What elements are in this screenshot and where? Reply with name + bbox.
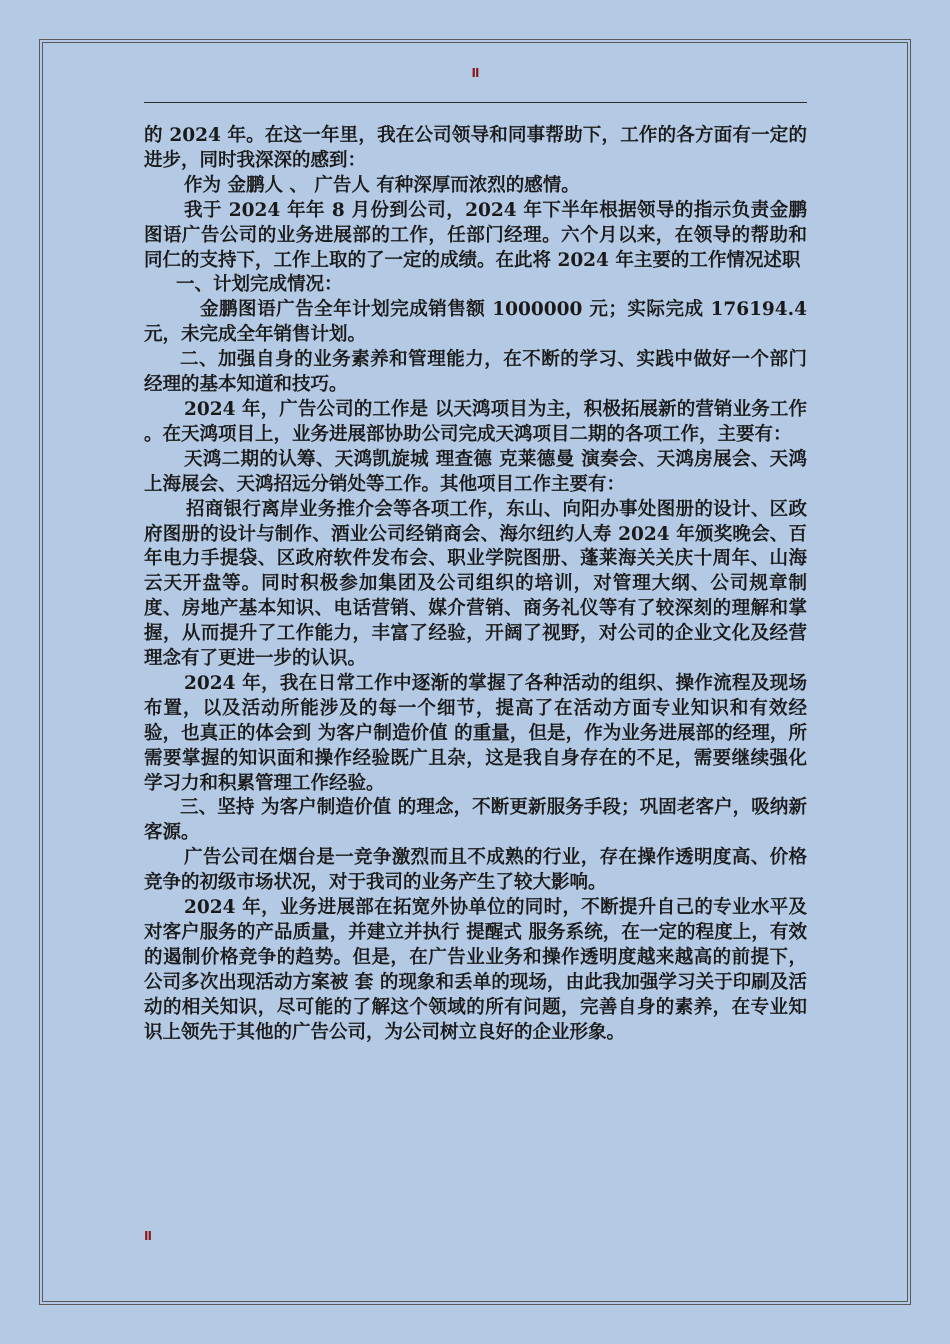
body-paragraph: 一、计划完成情况： [176, 274, 343, 296]
body-paragraph: 二、加强自身的业务素养和管理能力，在不断的学习、实践中做好一个部门经理的基本知道和技巧。 [144, 349, 807, 396]
header-rule [144, 102, 807, 103]
header-mark: II [471, 66, 479, 80]
body-paragraph: 三、坚持 为客户制造价值 的理念，不断更新服务手段；巩固老客户，吸纳新客源。 [144, 797, 807, 844]
body-paragraph: 广告公司在烟台是一竞争激烈而且不成熟的行业，存在操作透明度高、价格竞争的初级市场状况，对于我司的业务产生了较大影响。 [144, 847, 807, 894]
document-body [144, 124, 807, 1046]
body-paragraph: 天鸿二期的认筹、天鸿凯旋城 理查德 克莱德曼 演奏会、天鸿房展会、天鸿上海展会、天鸿招远分销处等工作。其他项目工作主要有： [144, 448, 807, 495]
body-paragraph: 2024 年，我在日常工作中逐渐的掌握了各种活动的组织、操作流程及现场布置，以及活动所能涉及的每一个细节，提高了在活动方面专业知识和有效经验，也真正的体会到 为客户制造价值 的重量，但是，作为业务进展部的经理，所需要掌握的知识面和操作经验既广且杂，这是我自身存在的不足，需要继续强化学习力和积累管理工作经验。 [144, 672, 807, 794]
body-paragraph: 的 2024 年。在这一年里，我在公司领导和同事帮助下，工作的各方面有一定的进步，同时我深深的感到： [144, 125, 807, 171]
footer-mark: II [144, 1229, 151, 1243]
body-paragraph: 2024 年，业务进展部在拓宽外协单位的同时，不断提升自己的专业水平及对客户服务的产品质量，并建立并执行 提醒式 服务系统，在一定的程度上，有效的遏制价格竞争的趋势。但是，在广告业业务和操作透明度越来越高的前提下，公司多次出现活动方案被 套 的现象和丢单的现场，由此我加强学习关于印刷及活动的相关知识，尽可能的了解这个领域的所有问题，完善自身的素养，在专业知识上领先于其他的广告公司，为公司树立良好的企业形象。 [144, 897, 807, 1043]
body-paragraph: 金鹏图语广告全年计划完成销售额 1000000 元；实际完成 176194.4 元，未完成全年销售计划。 [144, 299, 807, 346]
body-paragraph: 2024 年，广告公司的工作是 以天鸿项目为主，积极拓展新的营销业务工作 。在天鸿项目上，业务进展部协助公司完成天鸿项目二期的各项工作，主要有： [144, 398, 807, 445]
body-paragraph: 我于 2024 年年 8 月份到公司，2024 年下半年根据领导的指示负责金鹏图语广告公司的业务进展部的工作，任部门经理。六个月以来，在领导的帮助和同仁的支持下，工作上取的了一定的成绩。在此将 2024 年主要的工作情况述职 [144, 199, 807, 271]
body-paragraph: 作为 金鹏人 、 广告人 有种深厚而浓烈的感情。 [184, 174, 580, 196]
body-paragraph: 招商银行离岸业务推介会等各项工作，东山、向阳办事处图册的设计、区政府图册的设计与制作、酒业公司经销商会、海尔纽约人寿 2024 年颁奖晚会、百年电力手提袋、区政府软件发布会、职业学院图册、蓬莱海关关庆十周年、山海云天开盘等。同时积极参加集团及公司组织的培训，对管理大纲、公司规章制度、房地产基本知识、电话营销、媒介营销、商务礼仪等有了较深刻的理解和掌握，从而提升了工作能力，丰富了经验，开阔了视野，对公司的企业文化及经营理念有了更进一步的认识。 [144, 498, 807, 670]
